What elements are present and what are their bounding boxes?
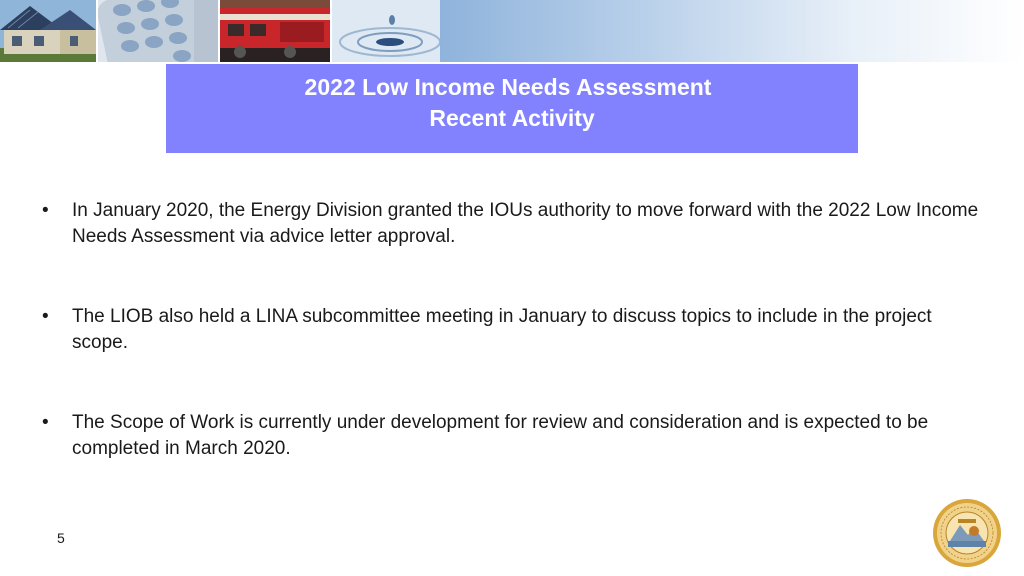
bullet-marker: • — [42, 306, 49, 327]
header-banner — [0, 0, 1024, 62]
title-box — [166, 64, 858, 153]
bullet-marker: • — [42, 200, 49, 221]
slide-subtitle: Recent Activity — [429, 105, 595, 131]
bullet-text: The Scope of Work is currently under development for review and consideration and is expected to be completed in March 2020. — [72, 412, 929, 459]
house-solar-photo — [0, 0, 96, 62]
bullet-item — [42, 304, 992, 356]
slide-title: 2022 Low Income Needs Assessment — [304, 74, 712, 100]
telephone-keypad-photo — [98, 0, 218, 62]
california-puc-seal-icon — [922, 497, 1012, 569]
banner-gradient — [440, 0, 1024, 62]
bullet-marker: • — [42, 412, 49, 433]
bullet-item — [42, 198, 992, 250]
train-photo — [220, 0, 330, 62]
page-number: 5 — [57, 530, 65, 546]
water-drop-photo — [332, 0, 440, 62]
bullet-item — [42, 410, 992, 462]
bullet-text: In January 2020, the Energy Division granted the IOUs authority to move forward with the 2022 Low Income Needs Assessment via advice letter approval. — [72, 200, 979, 247]
bullet-text: The LIOB also held a LINA subcommittee meeting in January to discuss topics to include in the project scope. — [72, 306, 932, 353]
